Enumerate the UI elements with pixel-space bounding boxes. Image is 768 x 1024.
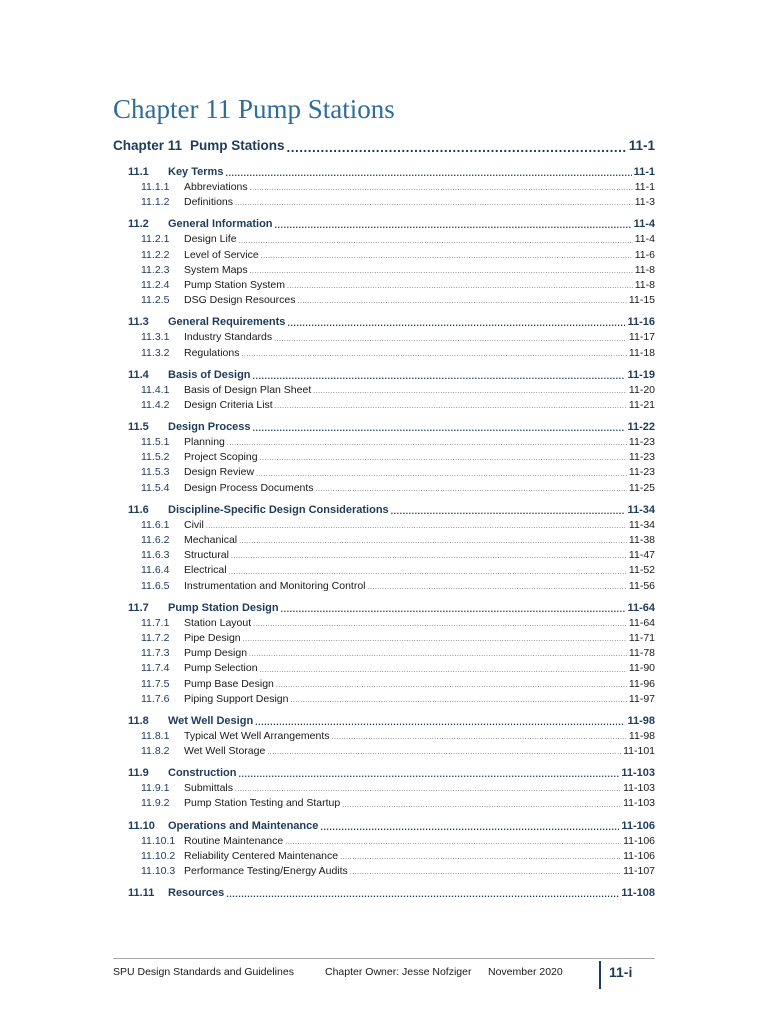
toc-entry-page: 11-17 bbox=[628, 331, 655, 344]
toc-entry-page: 11-71 bbox=[628, 631, 655, 644]
toc-entry-page: 11-56 bbox=[628, 579, 655, 592]
toc-entry-number: 11.2.4 bbox=[141, 278, 170, 291]
toc-entry-page: 11-1 bbox=[634, 181, 655, 193]
toc-section-entry[interactable] bbox=[113, 314, 655, 330]
toc-dot-leader bbox=[249, 649, 627, 661]
toc-entry-number: 11.5.1 bbox=[141, 436, 170, 449]
toc-entry-page: 11-34 bbox=[628, 518, 655, 531]
toc-entry-title: Key Terms bbox=[168, 166, 224, 178]
toc-entry-title: Planning bbox=[184, 436, 225, 449]
toc-subsection-entry[interactable] bbox=[113, 796, 655, 811]
toc-dot-leader bbox=[368, 582, 627, 594]
toc-subsection-entry[interactable] bbox=[113, 398, 655, 413]
toc-dot-leader bbox=[320, 820, 619, 834]
toc-section-entry[interactable] bbox=[113, 713, 655, 729]
toc-entry-number: 11.6.2 bbox=[141, 534, 170, 546]
toc-entry-page: 11-98 bbox=[628, 729, 655, 742]
toc-subsection-entry[interactable] bbox=[113, 450, 655, 465]
toc-subsection-entry[interactable] bbox=[113, 293, 655, 308]
toc-entry-number: 11.9 bbox=[128, 767, 149, 780]
toc-entry-title: Pump Stations bbox=[190, 138, 285, 153]
toc-entry-title: Pump Station Design bbox=[168, 601, 279, 614]
toc-dot-leader bbox=[290, 695, 626, 707]
toc-entry-title: Design Life bbox=[184, 233, 237, 246]
toc-entry-page: 11-22 bbox=[627, 421, 655, 434]
chapter-title: Chapter 11 Pump Stations bbox=[113, 94, 395, 124]
toc-entry-number: 11.6.1 bbox=[141, 518, 170, 531]
toc-subsection-entry[interactable] bbox=[113, 864, 655, 879]
toc-entry-page: 11-107 bbox=[623, 865, 655, 877]
toc-entry-page: 11-47 bbox=[628, 549, 655, 562]
toc-entry-number: 11.1.2 bbox=[141, 196, 170, 209]
toc-dot-leader bbox=[342, 800, 621, 812]
toc-entry-title: Discipline-Specific Design Considerations bbox=[168, 503, 389, 516]
toc-entry-number: Chapter 11 bbox=[113, 138, 183, 153]
toc-entry-title: Reliability Centered Maintenance bbox=[184, 849, 339, 862]
toc-entry-number: 11.10 bbox=[128, 819, 155, 832]
toc-entry-number: 11.6.3 bbox=[141, 549, 170, 562]
toc-entry-page: 11-103 bbox=[623, 797, 655, 810]
toc-entry-page: 11-103 bbox=[621, 767, 655, 780]
toc-entry-number: 11.2 bbox=[128, 218, 149, 231]
toc-entry-page: 11-23 bbox=[628, 451, 655, 464]
toc-entry-page: 11-20 bbox=[628, 383, 655, 396]
toc-entry-title: Pump Station Testing and Startup bbox=[184, 797, 341, 810]
toc-entry-number: 11.7.2 bbox=[141, 631, 170, 644]
toc-entry-number: 11.7.5 bbox=[141, 677, 170, 690]
footer-date: November 2020 bbox=[488, 966, 563, 978]
toc-dot-leader bbox=[227, 438, 627, 450]
toc-section-entry[interactable] bbox=[113, 765, 655, 781]
toc-entry-number: 11.5.3 bbox=[141, 466, 170, 479]
toc-subsection-entry[interactable] bbox=[113, 692, 655, 707]
toc-entry-page: 11-16 bbox=[627, 316, 655, 329]
toc-entry-page: 11-52 bbox=[628, 564, 655, 577]
toc-section-entry[interactable] bbox=[113, 502, 655, 518]
toc-entry-title: Basis of Design bbox=[168, 368, 251, 381]
toc-section-entry[interactable] bbox=[113, 367, 655, 383]
toc-dot-leader bbox=[253, 421, 626, 435]
toc-dot-leader bbox=[285, 837, 621, 849]
toc-entry-number: 11.9.2 bbox=[141, 797, 170, 810]
toc-entry-title: Pump Base Design bbox=[184, 677, 274, 690]
toc-entry-title: Construction bbox=[168, 767, 237, 780]
toc-entry-number: 11.10.2 bbox=[141, 849, 176, 862]
toc-entry-page: 11-8 bbox=[634, 278, 655, 291]
toc-entry-title: Regulations bbox=[184, 346, 240, 359]
toc-dot-leader bbox=[235, 198, 633, 210]
toc-dot-leader bbox=[391, 504, 626, 518]
toc-entry-title: Pump Selection bbox=[184, 662, 258, 675]
toc-entry-page: 11-106 bbox=[623, 834, 655, 847]
toc-entry-title: DSG Design Resources bbox=[184, 294, 296, 307]
toc-subsection-entry[interactable] bbox=[113, 631, 655, 646]
toc-subsection-entry[interactable] bbox=[113, 616, 655, 631]
toc-subsection-entry[interactable] bbox=[113, 232, 655, 247]
toc-dot-leader bbox=[243, 634, 627, 646]
toc-subsection-entry[interactable] bbox=[113, 248, 655, 263]
toc-section-entry[interactable] bbox=[113, 818, 655, 834]
toc-entry-page: 11-6 bbox=[634, 248, 655, 261]
footer-chapter-owner: Chapter Owner: Jesse Nofziger bbox=[325, 966, 472, 978]
toc-entry-number: 11.4.2 bbox=[141, 398, 170, 411]
toc-entry-title: Electrical bbox=[184, 564, 227, 577]
toc-subsection-entry[interactable] bbox=[113, 195, 655, 210]
toc-entry-number: 11.5 bbox=[128, 421, 149, 434]
toc-entry-title: Mechanical bbox=[184, 534, 238, 546]
toc-entry-number: 11.3.1 bbox=[141, 331, 170, 344]
toc-dot-leader bbox=[287, 281, 633, 293]
toc-entry-number: 11.8 bbox=[128, 714, 149, 727]
toc-entry-number: 11.4 bbox=[128, 368, 149, 381]
toc-entry-page: 11-1 bbox=[628, 138, 655, 153]
toc-subsection-entry[interactable] bbox=[113, 465, 655, 480]
footer-publication: SPU Design Standards and Guidelines bbox=[113, 966, 294, 978]
toc-entry-title: Station Layout bbox=[184, 616, 252, 629]
toc-entry-page: 11-8 bbox=[634, 263, 655, 276]
toc-entry-title: Wet Well Design bbox=[168, 714, 254, 727]
toc-dot-leader bbox=[231, 551, 627, 563]
toc-dot-leader bbox=[241, 349, 626, 361]
toc-entry-title: Routine Maintenance bbox=[184, 834, 284, 847]
toc-dot-leader bbox=[274, 334, 627, 346]
toc-entry-page: 11-23 bbox=[628, 466, 655, 479]
toc-entry-number: 11.5.2 bbox=[141, 451, 170, 464]
toc-entry-number: 11.1.1 bbox=[141, 181, 170, 193]
toc-entry-title: Level of Service bbox=[184, 248, 259, 261]
toc-subsection-entry[interactable] bbox=[113, 330, 655, 345]
toc-dot-leader bbox=[253, 619, 627, 631]
toc-entry-title: Design Process Documents bbox=[184, 481, 314, 494]
footer-page-number: 11-i bbox=[609, 964, 633, 980]
toc-dot-leader bbox=[297, 296, 626, 308]
toc-entry-page: 11-34 bbox=[627, 503, 655, 516]
toc-entry-page: 11-106 bbox=[621, 819, 655, 832]
toc-entry-title: Design Review bbox=[184, 466, 255, 479]
toc-entry-title: Design Criteria List bbox=[184, 398, 273, 411]
toc-dot-leader bbox=[287, 316, 625, 330]
toc-entry-number: 11.6 bbox=[128, 503, 149, 516]
toc-entry-page: 11-106 bbox=[623, 849, 655, 862]
toc-entry-page: 11-101 bbox=[623, 745, 655, 758]
toc-entry-page: 11-3 bbox=[634, 196, 655, 209]
toc-entry-page: 11-90 bbox=[628, 662, 655, 675]
toc-chapter-entry[interactable] bbox=[113, 136, 655, 156]
footer-divider bbox=[599, 961, 601, 989]
toc-dot-leader bbox=[276, 680, 627, 692]
toc-entry-number: 11.7 bbox=[128, 601, 149, 614]
toc-subsection-entry[interactable] bbox=[113, 548, 655, 563]
toc-entry-number: 11.1 bbox=[128, 166, 149, 178]
toc-section-entry[interactable] bbox=[113, 164, 655, 180]
toc-entry-page: 11-18 bbox=[628, 346, 655, 359]
toc-entry-title: System Maps bbox=[184, 263, 248, 276]
toc-entry-title: Definitions bbox=[184, 196, 234, 209]
toc-dot-leader bbox=[260, 665, 627, 677]
toc-entry-number: 11.9.1 bbox=[141, 782, 170, 795]
toc-subsection-entry[interactable] bbox=[113, 834, 655, 849]
toc-dot-leader bbox=[229, 567, 627, 579]
toc-entry-page: 11-64 bbox=[627, 601, 655, 614]
toc-dot-leader bbox=[250, 183, 633, 195]
toc-dot-leader bbox=[256, 469, 627, 481]
toc-entry-number: 11.2.1 bbox=[141, 233, 170, 246]
toc-dot-leader bbox=[340, 852, 621, 864]
toc-entry-title: Industry Standards bbox=[184, 331, 273, 344]
toc-subsection-entry[interactable] bbox=[113, 677, 655, 692]
toc-subsection-entry[interactable] bbox=[113, 435, 655, 450]
toc-dot-leader bbox=[235, 784, 621, 796]
toc-entry-number: 11.4.1 bbox=[141, 383, 170, 396]
toc-subsection-entry[interactable] bbox=[113, 849, 655, 864]
toc-entry-number: 11.6.4 bbox=[141, 564, 170, 577]
toc-entry-page: 11-38 bbox=[628, 534, 655, 546]
toc-dot-leader bbox=[225, 166, 631, 180]
toc-entry-page: 11-78 bbox=[628, 647, 655, 660]
toc-entry-number: 11.7.4 bbox=[141, 662, 170, 675]
toc-entry-title: Abbreviations bbox=[184, 181, 248, 193]
toc-dot-leader bbox=[226, 887, 619, 901]
toc-entry-page: 11-97 bbox=[628, 692, 655, 705]
toc-subsection-entry[interactable] bbox=[113, 481, 655, 496]
toc-entry-title: Submittals bbox=[184, 782, 234, 795]
toc-entry-page: 11-19 bbox=[627, 368, 655, 381]
toc-entry-number: 11.3 bbox=[128, 316, 149, 329]
toc-entry-title: General Requirements bbox=[168, 316, 286, 329]
toc-dot-leader bbox=[250, 266, 633, 278]
toc-dot-leader bbox=[239, 236, 633, 248]
toc-subsection-entry[interactable] bbox=[113, 346, 655, 361]
toc-section-entry[interactable] bbox=[113, 216, 655, 232]
toc-entry-number: 11.8.2 bbox=[141, 745, 170, 758]
toc-entry-number: 11.8.1 bbox=[141, 729, 170, 742]
toc-subsection-entry[interactable] bbox=[113, 781, 655, 796]
toc-entry-number: 11.10.3 bbox=[141, 865, 176, 877]
toc-entry-title: Piping Support Design bbox=[184, 692, 289, 705]
toc-subsection-entry[interactable] bbox=[113, 563, 655, 578]
toc-entry-page: 11-25 bbox=[628, 481, 655, 494]
toc-entry-number: 11.7.1 bbox=[141, 616, 170, 629]
toc-dot-leader bbox=[287, 139, 627, 156]
page-footer bbox=[113, 958, 655, 989]
toc-entry-title: Pipe Design bbox=[184, 631, 241, 644]
toc-entry-title: Instrumentation and Monitoring Control bbox=[184, 579, 366, 592]
toc-dot-leader bbox=[350, 867, 621, 879]
toc-entry-number: 11.10.1 bbox=[141, 834, 176, 847]
toc-entry-title: Design Process bbox=[168, 421, 251, 434]
toc-entry-page: 11-4 bbox=[633, 218, 655, 231]
toc-dot-leader bbox=[281, 602, 626, 616]
toc-subsection-entry[interactable] bbox=[113, 533, 655, 548]
toc-subsection-entry[interactable] bbox=[113, 278, 655, 293]
toc-entry-number: 11.6.5 bbox=[141, 579, 170, 592]
toc-entry-page: 11-15 bbox=[628, 294, 655, 307]
toc-entry-number: 11.3.2 bbox=[141, 346, 170, 359]
toc-entry-page: 11-1 bbox=[633, 166, 655, 178]
toc-entry-page: 11-108 bbox=[621, 887, 655, 900]
toc-dot-leader bbox=[255, 715, 625, 729]
toc-entry-number: 11.11 bbox=[128, 887, 155, 900]
toc-entry-page: 11-96 bbox=[628, 677, 655, 690]
toc-entry-title: Operations and Maintenance bbox=[168, 819, 319, 832]
toc-dot-leader bbox=[275, 218, 632, 232]
toc-section-entry[interactable] bbox=[113, 419, 655, 435]
toc-entry-title: Wet Well Storage bbox=[184, 745, 266, 758]
toc-entry-number: 11.7.6 bbox=[141, 692, 170, 705]
toc-subsection-entry[interactable] bbox=[113, 646, 655, 661]
toc-entry-title: Resources bbox=[168, 887, 225, 900]
toc-subsection-entry[interactable] bbox=[113, 661, 655, 676]
toc-entry-page: 11-4 bbox=[634, 233, 655, 246]
toc-dot-leader bbox=[238, 767, 619, 781]
toc-subsection-entry[interactable] bbox=[113, 383, 655, 398]
toc-dot-leader bbox=[239, 536, 627, 548]
toc-entry-title: Structural bbox=[184, 549, 229, 562]
toc-dot-leader bbox=[275, 401, 627, 413]
toc-entry-title: Pump Station System bbox=[184, 278, 285, 291]
toc-dot-leader bbox=[261, 251, 633, 263]
toc-entry-title: Typical Wet Well Arrangements bbox=[184, 729, 330, 742]
toc-dot-leader bbox=[313, 386, 627, 398]
toc-entry-page: 11-21 bbox=[628, 398, 655, 411]
toc-entry-number: 11.7.3 bbox=[141, 647, 170, 660]
toc-entry-title: Performance Testing/Energy Audits bbox=[184, 865, 348, 877]
toc-entry-title: Project Scoping bbox=[184, 451, 258, 464]
toc-entry-title: Basis of Design Plan Sheet bbox=[184, 383, 312, 396]
toc-entry-page: 11-64 bbox=[628, 616, 655, 629]
toc-entry-title: Civil bbox=[184, 518, 204, 531]
toc-entry-page: 11-103 bbox=[623, 782, 655, 795]
toc-entry-number: 11.2.5 bbox=[141, 294, 170, 307]
toc-entry-page: 11-23 bbox=[628, 436, 655, 449]
toc-dot-leader bbox=[332, 732, 627, 744]
toc-entry-title: General Information bbox=[168, 218, 273, 231]
toc-subsection-entry[interactable] bbox=[113, 729, 655, 744]
toc-subsection-entry[interactable] bbox=[113, 579, 655, 594]
toc-section-entry[interactable] bbox=[113, 600, 655, 616]
toc-entry-number: 11.5.4 bbox=[141, 481, 170, 494]
toc-dot-leader bbox=[260, 453, 627, 465]
toc-dot-leader bbox=[206, 521, 627, 533]
toc-section-entry[interactable] bbox=[113, 885, 655, 901]
table-of-contents bbox=[113, 136, 655, 901]
toc-dot-leader bbox=[253, 369, 626, 383]
toc-entry-page: 11-98 bbox=[627, 714, 655, 727]
toc-dot-leader bbox=[267, 747, 621, 759]
toc-dot-leader bbox=[316, 484, 627, 496]
toc-subsection-entry[interactable] bbox=[113, 518, 655, 533]
toc-subsection-entry[interactable] bbox=[113, 180, 655, 195]
toc-subsection-entry[interactable] bbox=[113, 263, 655, 278]
toc-entry-number: 11.2.2 bbox=[141, 248, 170, 261]
toc-subsection-entry[interactable] bbox=[113, 744, 655, 759]
toc-entry-number: 11.2.3 bbox=[141, 263, 170, 276]
toc-entry-title: Pump Design bbox=[184, 647, 248, 660]
